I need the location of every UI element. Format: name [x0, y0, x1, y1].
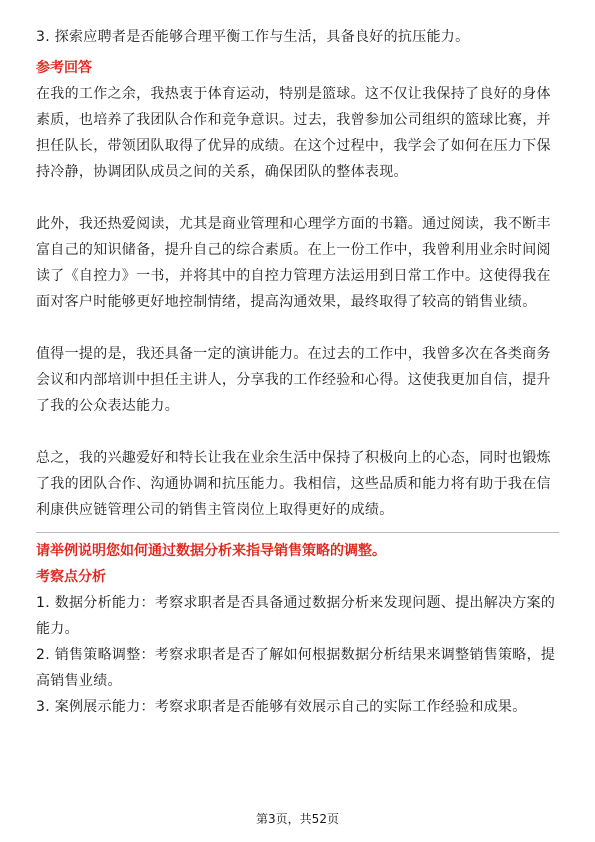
- text-line: 面对客户时能够更好地控制情绪，提高沟通效果，最终取得了较高的销售业绩。: [36, 294, 537, 310]
- text-line: 了我的团队合作、沟通协调和抗压能力。我相信，这些品质和能力将有助于我在信: [36, 476, 551, 492]
- list-item: 3. 案例展示能力：考察求职者是否能够有效展示自己的实际工作经验和成果。: [36, 699, 527, 715]
- answer-paragraph-3: [36, 341, 559, 419]
- intro-item: 3. 探索应聘者是否能够合理平衡工作与生活，具备良好的抗压能力。: [36, 29, 470, 45]
- analysis-list: [36, 590, 559, 720]
- answer-paragraph-4: [36, 445, 559, 523]
- answer-heading: 参考回答: [36, 60, 92, 76]
- answer-paragraph-1: [36, 81, 559, 185]
- text-line: 值得一提的是，我还具备一定的演讲能力。在过去的工作中，我曾多次在各类商务: [36, 346, 551, 362]
- text-line: 读了《自控力》一书，并将其中的自控力管理方法运用到日常工作中。这使得我在: [36, 268, 551, 284]
- text-line: 总之，我的兴趣爱好和特长让我在业余生活中保持了积极向上的心态，同时也锻炼: [36, 450, 551, 466]
- text-line: 富自己的知识储备，提升自己的综合素质。在上一份工作中，我曾利用业余时间阅: [36, 242, 551, 258]
- text-line: 了我的公众表达能力。: [36, 398, 179, 414]
- list-item: 高销售业绩。: [36, 673, 122, 689]
- answer-paragraph-2: [36, 211, 559, 315]
- page-number: 第3页，共52页: [256, 812, 339, 826]
- text-line: 持冷静，协调团队成员之间的关系，确保团队的整体表现。: [36, 164, 408, 180]
- text-line: 会议和内部培训中担任主讲人，分享我的工作经验和心得。这使我更加自信，提升: [36, 372, 551, 388]
- text-line: 素质，也培养了我团队合作和竞争意识。过去，我曾参加公司组织的篮球比赛，并: [36, 112, 551, 128]
- question-heading: 请举例说明您如何通过数据分析来指导销售策略的调整。: [36, 543, 386, 559]
- text-line: 此外，我还热爱阅读，尤其是商业管理和心理学方面的书籍。通过阅读，我不断丰: [36, 216, 551, 232]
- text-line: 担任队长，带领团队取得了优异的成绩。在这个过程中，我学会了如何在压力下保: [36, 138, 551, 154]
- page-content: [36, 24, 559, 720]
- list-item: 能力。: [36, 621, 79, 637]
- text-line: 利康供应链管理公司的销售主管岗位上取得更好的成绩。: [36, 502, 394, 518]
- list-item: 2. 销售策略调整：考察求职者是否了解如何根据数据分析结果来调整销售策略，提: [36, 647, 556, 663]
- list-item: 1. 数据分析能力：考察求职者是否具备通过数据分析来发现问题、提出解决方案的: [36, 595, 556, 611]
- analysis-heading: 考察点分析: [36, 569, 106, 585]
- text-line: 在我的工作之余，我热衷于体育运动，特别是篮球。这不仅让我保持了良好的身体: [36, 86, 551, 102]
- section-divider: [36, 532, 559, 533]
